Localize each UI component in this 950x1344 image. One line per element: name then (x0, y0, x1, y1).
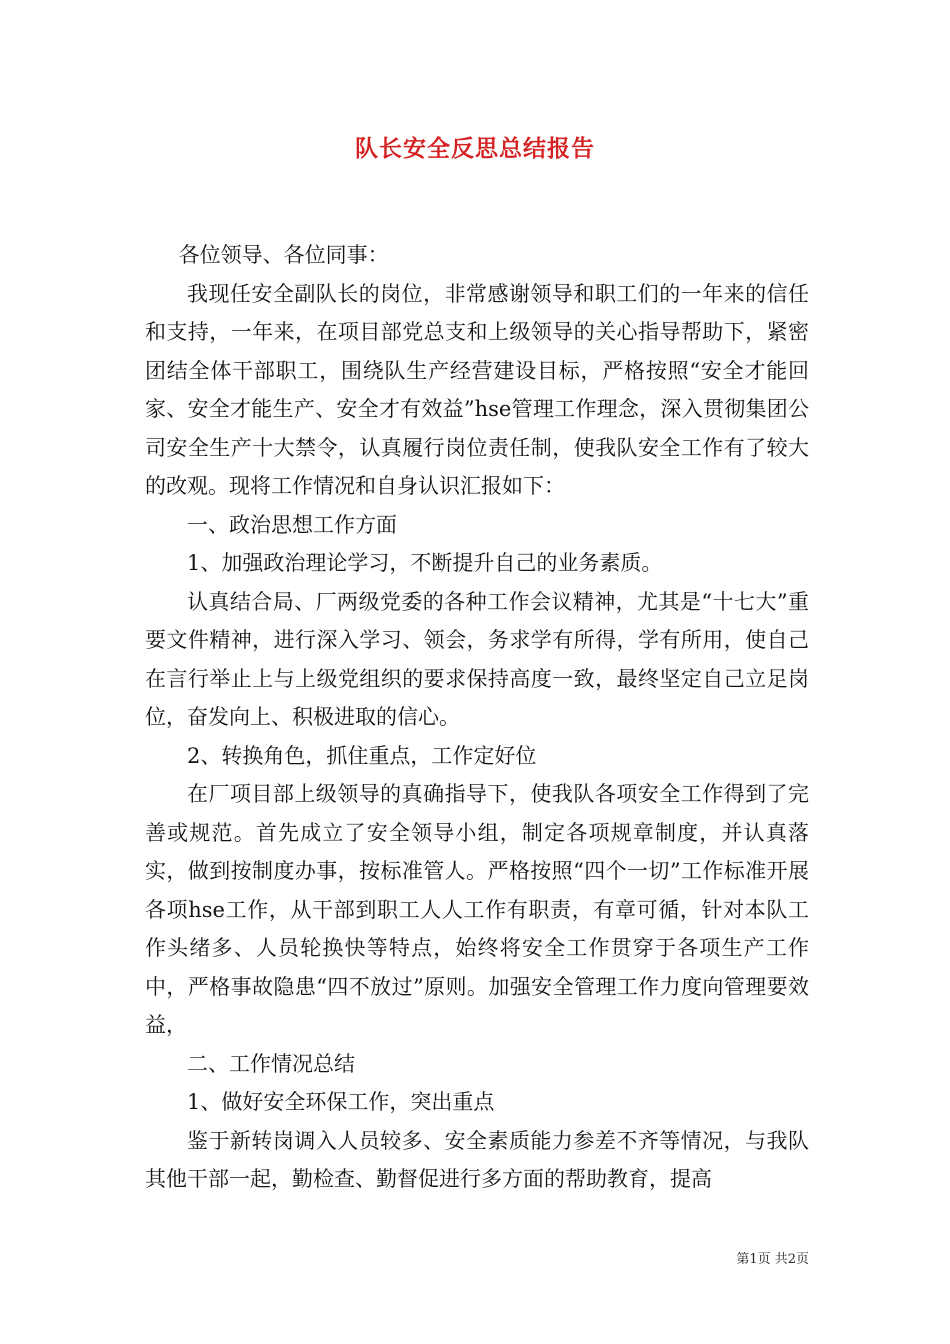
page-number: 第1页 共2页 (736, 1252, 809, 1267)
document-body (145, 236, 809, 1199)
section-heading-2: 二、工作情况总结 (187, 1051, 355, 1076)
paragraph-study: 认真结合局、厂两级党委的各种工作会议精神，尤其是“十七大”重要文件精神，进行深入学习、领会，务求学有所得，学有所用，使自己在言行举止上与上级党组织的要求保持高度一致，最终坚定自己立足岗位，奋发向上、积极进取的信心。 (145, 589, 809, 729)
document-title: 队长安全反思总结报告 (355, 135, 595, 162)
paragraph-intro: 我现任安全副队长的岗位，非常感谢领导和职工们的一年来的信任和支持，一年来，在项目部党总支和上级领导的关心指导帮助下，紧密团结全体干部职工，围绕队生产经营建设目标，严格按照“安全才能回家、安全才能生产、安全才有效益”hse管理工作理念，深入贯彻集团公司安全生产十大禁令，认真履行岗位责任制，使我队安全工作有了较大的改观。现将工作情况和自身认识汇报如下： (145, 281, 809, 498)
subheading-1-2: 2、转换角色，抓住重点，工作定好位 (187, 743, 537, 768)
salutation: 各位领导、各位同事： (178, 243, 389, 267)
subheading-2-1: 1、做好安全环保工作，突出重点 (187, 1090, 495, 1114)
paragraph-role: 在厂项目部上级领导的真确指导下，使我队各项安全工作得到了完善或规范。首先成立了安全领导小组，制定各项规章制度，并认真落实，做到按制度办事，按标准管人。严格按照“四个一切”工作标准开展各项hse工作，从干部到职工人人工作有职责，有章可循，针对本队工作头绪多、人员轮换快等特点，始终将安全工作贯穿于各项生产工作中，严格事故隐患“四不放过”原则。加强安全管理工作力度向管理要效益， (145, 782, 809, 1037)
subheading-1-1: 1、加强政治理论学习，不断提升自己的业务素质。 (187, 551, 663, 575)
paragraph-safety: 鉴于新转岗调入人员较多、安全素质能力参差不齐等情况，与我队其他干部一起，勤检查、勤督促进行多方面的帮助教育，提高 (145, 1128, 809, 1191)
section-heading-1: 一、政治思想工作方面 (187, 512, 397, 537)
